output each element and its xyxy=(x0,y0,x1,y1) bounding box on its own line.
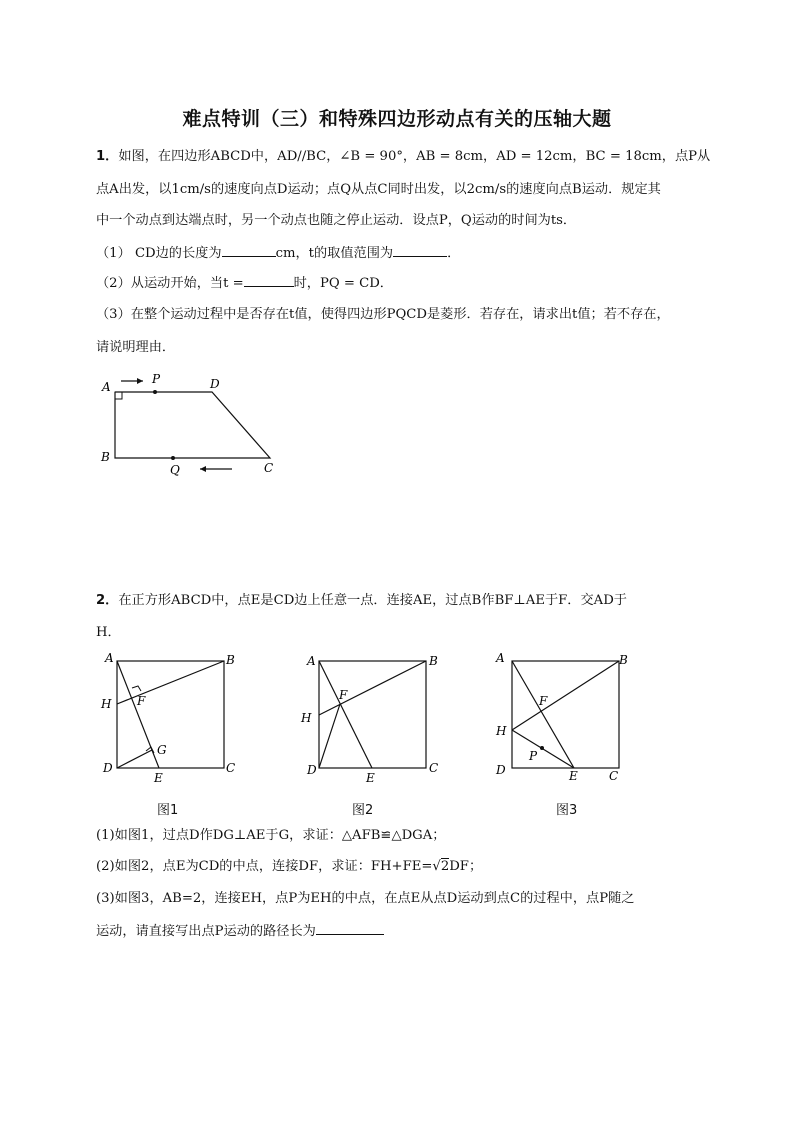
q2f2-label-F: F xyxy=(339,688,348,702)
q2-part3-line2 xyxy=(96,922,384,941)
q1-part2-blank[interactable] xyxy=(244,274,294,287)
q2f1-label-D: D xyxy=(103,761,113,775)
q2f3-label-A: A xyxy=(496,651,505,665)
q2f2-label-E: E xyxy=(366,771,375,785)
q1-part1-b: cm，t的取值范围为 xyxy=(275,246,394,261)
q1-label-P: P xyxy=(152,372,161,386)
q2f1-label-E: E xyxy=(154,771,163,785)
q1-part2 xyxy=(96,274,393,293)
q1-number: 1． xyxy=(96,149,119,164)
q1-part1 xyxy=(96,244,460,263)
q2f3-label-F: F xyxy=(539,694,548,708)
q2-text-1: 在正方形ABCD中，点E是CD边上任意一点．连接AE，过点B作BF⊥AE于F．交AD于 xyxy=(118,593,627,608)
page-title: 难点特训（三）和特殊四边形动点有关的压轴大题 xyxy=(182,108,612,130)
q2-figure-2 xyxy=(298,650,448,785)
q1-label-A: A xyxy=(102,380,111,394)
q1-part1-blank2[interactable] xyxy=(393,244,447,257)
q1-label-D: D xyxy=(210,377,220,391)
q2f3-label-H: H xyxy=(496,724,507,738)
q2-figure-1-caption: 图1 xyxy=(157,803,179,818)
q1-line1 xyxy=(96,148,710,166)
q2-part3-blank[interactable] xyxy=(316,922,384,935)
q2-figure-2-caption: 图2 xyxy=(352,803,374,818)
q2f3-label-D: D xyxy=(496,763,506,777)
q2f3-label-E: E xyxy=(569,769,578,783)
sqrt-icon: √ xyxy=(432,859,441,874)
q2f2-label-A: A xyxy=(307,654,316,668)
q1-part1-blank1[interactable] xyxy=(222,244,276,257)
q2-figure-3 xyxy=(492,650,642,785)
q2-part1: (1)如图1，过点D作DG⊥AE于G，求证：△AFB≌△DGA； xyxy=(96,828,446,843)
q2-part3-text: 运动，请直接写出点P运动的路径长为 xyxy=(96,924,316,939)
q2f1-label-B: B xyxy=(226,653,235,667)
q2-part2-sqrt-value: 2 xyxy=(440,859,450,874)
q2-figure-3-caption: 图3 xyxy=(556,803,578,818)
q2f2-label-H: H xyxy=(301,711,312,725)
q2f3-label-P: P xyxy=(529,749,538,763)
q1-label-Q: Q xyxy=(170,463,180,477)
q2-figure-1 xyxy=(96,650,246,785)
q2-part2 xyxy=(96,858,482,876)
q1-part2-a: （2）从运动开始，当t = xyxy=(96,276,244,291)
q2f1-label-A: A xyxy=(105,651,114,665)
q2f3-label-B: B xyxy=(619,653,628,667)
q1-part2-b: 时，PQ = CD． xyxy=(293,276,393,291)
q2f2-label-B: B xyxy=(429,654,438,668)
q2f1-label-G: G xyxy=(157,743,167,757)
q1-part3-line2: 请说明理由． xyxy=(96,340,176,355)
q2-number: 2． xyxy=(96,593,119,608)
q2f1-label-C: C xyxy=(226,761,236,775)
q2f2-label-C: C xyxy=(429,761,439,775)
q2-line2: H． xyxy=(96,625,121,640)
q2-line1 xyxy=(96,592,627,610)
q1-part3-line1: （3）在整个运动过程中是否存在t值，使得四边形PQCD是菱形．若存在，请求出t值；若不存在， xyxy=(96,307,670,322)
q2-part2-a: (2)如图2，点E为CD的中点，连接DF，求证：FH+FE= xyxy=(96,859,433,874)
q1-line3: 中一个动点到达端点时，另一个动点也随之停止运动．设点P，Q运动的时间为ts． xyxy=(96,213,577,228)
q1-part1-a: （1） CD边的长度为 xyxy=(96,246,222,261)
q1-label-B: B xyxy=(101,450,110,464)
q1-text-1: 如图，在四边形ABCD中，AD//BC，∠B = 90°，AB = 8cm，AD = 12cm，BC = 18cm，点P从 xyxy=(118,149,711,164)
q2f1-label-H: H xyxy=(101,697,112,711)
q2f3-label-C: C xyxy=(609,769,619,783)
q2f2-label-D: D xyxy=(307,763,317,777)
q2-part3-line1: (3)如图3，AB=2，连接EH，点P为EH的中点，在点E从点D运动到点C的过程中，点P随之 xyxy=(96,891,635,906)
q2-part2-b: DF； xyxy=(449,859,483,874)
q2f1-label-F: F xyxy=(137,694,146,708)
q1-part1-c: ． xyxy=(447,246,461,261)
q1-label-C: C xyxy=(264,461,274,475)
q1-line2: 点A出发，以1cm/s的速度向点D运动；点Q从点C同时出发，以2cm/s的速度向点B运动．规定其 xyxy=(96,182,661,197)
q1-figure xyxy=(96,368,286,480)
